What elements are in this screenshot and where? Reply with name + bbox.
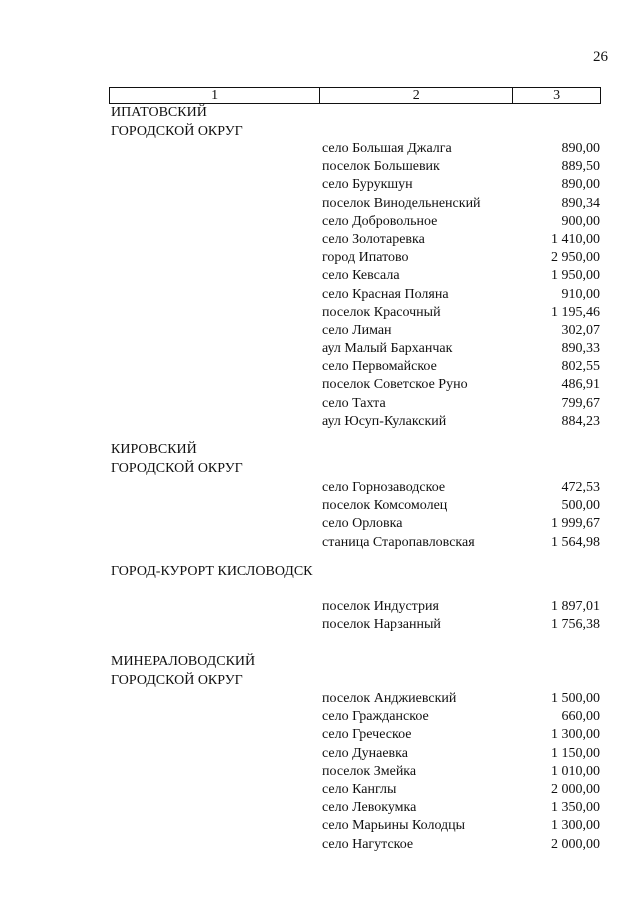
settlement-name: село Гражданское: [322, 709, 429, 725]
settlement-value: 1 999,67: [551, 516, 600, 532]
settlement-row: [0, 708, 640, 726]
settlement-value: 889,50: [561, 159, 600, 175]
settlement-value: 1 150,00: [551, 745, 600, 761]
settlement-row: [0, 358, 640, 376]
settlement-name: поселок Комсомолец: [322, 498, 448, 514]
settlement-row: [0, 213, 640, 231]
district-group-kirovsky: [0, 441, 640, 478]
settlement-name: село Левокумка: [322, 800, 417, 816]
settlement-name: поселок Большевик: [322, 159, 440, 175]
settlement-value: 884,23: [561, 413, 600, 429]
district-group-ipatovsky: [0, 104, 640, 141]
column-header-3: 3: [513, 88, 601, 104]
settlement-name: село Нагутское: [322, 836, 414, 852]
settlement-value: 890,33: [561, 341, 600, 357]
settlement-value: 1 564,98: [551, 534, 600, 550]
settlement-value: 1 195,46: [551, 304, 600, 320]
column-header-1: 1: [110, 88, 320, 104]
settlement-name: село Канглы: [322, 781, 397, 797]
settlement-value: 472,53: [561, 480, 600, 495]
settlement-name: поселок Змейка: [322, 763, 417, 779]
settlement-value: 1 300,00: [551, 727, 600, 743]
settlement-value: 1 350,00: [551, 800, 600, 816]
district-name-line: МИНЕРАЛОВОДСКИЙ: [111, 654, 256, 669]
settlement-row: [0, 413, 640, 431]
settlement-value: 802,55: [561, 359, 600, 375]
settlement-row: [0, 690, 640, 708]
settlement-row: [0, 479, 640, 497]
settlement-name: поселок Советское Руно: [322, 377, 468, 393]
settlement-row: [0, 140, 640, 158]
settlement-list: [0, 690, 640, 854]
settlement-name: город Ипатово: [322, 250, 409, 266]
settlement-value: 1 756,38: [551, 617, 600, 633]
settlement-row: [0, 817, 640, 835]
settlement-row: [0, 304, 640, 322]
settlement-value: 799,67: [561, 395, 600, 411]
settlement-value: 890,34: [561, 195, 600, 211]
settlement-row: [0, 836, 640, 854]
settlement-value: 2 950,00: [551, 250, 600, 266]
settlement-name: село Большая Джалга: [322, 141, 452, 156]
district-name-line: ГОРОДСКОЙ ОКРУГ: [111, 123, 243, 139]
settlement-name: село Первомайское: [322, 359, 437, 375]
settlement-row: [0, 286, 640, 304]
settlement-row: [0, 322, 640, 340]
settlement-row: [0, 598, 640, 616]
district-group-mineralovodsky: [0, 653, 640, 690]
settlement-row: [0, 745, 640, 763]
settlement-name: поселок Анджиевский: [322, 691, 457, 706]
settlement-value: 302,07: [561, 322, 600, 338]
settlement-value: 1 410,00: [551, 231, 600, 247]
district-name-line: ГОРОДСКОЙ ОКРУГ: [111, 672, 243, 688]
district-name-line: КИРОВСКИЙ: [111, 442, 197, 457]
settlement-row: [0, 616, 640, 634]
settlement-value: 2 000,00: [551, 781, 600, 797]
district-name-line: ИПАТОВСКИЙ: [111, 105, 207, 120]
settlement-name: село Горнозаводское: [322, 480, 446, 495]
settlement-name: село Дунаевка: [322, 745, 408, 761]
settlement-value: 660,00: [561, 709, 600, 725]
settlement-value: 910,00: [561, 286, 600, 302]
settlement-list: [0, 479, 640, 552]
settlement-value: 900,00: [561, 213, 600, 229]
settlement-value: 1 500,00: [551, 691, 600, 706]
settlement-name: село Бурукшун: [322, 177, 413, 193]
settlement-row: [0, 231, 640, 249]
page-number: 26: [593, 49, 608, 65]
settlement-name: село Марьины Колодцы: [322, 818, 466, 834]
settlement-list: [0, 598, 640, 634]
column-header-table: [109, 87, 601, 104]
settlement-row: [0, 176, 640, 194]
settlement-value: 500,00: [561, 498, 600, 514]
settlement-row: [0, 267, 640, 285]
district-name-line: ГОРОД-КУРОРТ КИСЛОВОДСК: [111, 564, 313, 579]
settlement-row: [0, 158, 640, 176]
district-name-line: ГОРОДСКОЙ ОКРУГ: [111, 460, 243, 476]
settlement-value: 1 897,01: [551, 599, 600, 614]
settlement-name: аул Малый Барханчак: [322, 341, 453, 357]
settlement-row: [0, 799, 640, 817]
settlement-value: 1 300,00: [551, 818, 600, 834]
settlement-name: село Кевсала: [322, 268, 400, 284]
settlement-value: 486,91: [561, 377, 600, 393]
settlement-row: [0, 195, 640, 213]
settlement-name: станица Старопавловская: [322, 534, 475, 550]
settlement-row: [0, 763, 640, 781]
column-header-row: [110, 88, 601, 104]
district-group-kislovodsk: [0, 563, 640, 582]
settlement-name: поселок Красочный: [322, 304, 441, 320]
settlement-row: [0, 515, 640, 533]
settlement-name: село Лиман: [322, 322, 392, 338]
settlement-row: [0, 376, 640, 394]
settlement-row: [0, 781, 640, 799]
settlement-name: аул Юсуп-Кулакский: [322, 413, 447, 429]
settlement-name: село Греческое: [322, 727, 412, 743]
settlement-name: село Золотаревка: [322, 231, 425, 247]
settlement-value: 2 000,00: [551, 836, 600, 852]
settlement-name: поселок Нарзанный: [322, 617, 441, 633]
settlement-name: село Тахта: [322, 395, 386, 411]
settlement-name: поселок Индустрия: [322, 599, 439, 614]
settlement-row: [0, 534, 640, 552]
settlement-value: 890,00: [561, 141, 600, 156]
settlement-name: село Добровольное: [322, 213, 438, 229]
settlement-row: [0, 726, 640, 744]
settlement-value: 890,00: [561, 177, 600, 193]
settlement-value: 1 950,00: [551, 268, 600, 284]
settlement-row: [0, 249, 640, 267]
settlement-row: [0, 340, 640, 358]
column-header-2: 2: [320, 88, 513, 104]
settlement-row: [0, 395, 640, 413]
settlement-list: [0, 140, 640, 431]
settlement-name: поселок Винодельненский: [322, 195, 481, 211]
settlement-row: [0, 497, 640, 515]
settlement-name: село Красная Поляна: [322, 286, 449, 302]
settlement-value: 1 010,00: [551, 763, 600, 779]
settlement-name: село Орловка: [322, 516, 403, 532]
